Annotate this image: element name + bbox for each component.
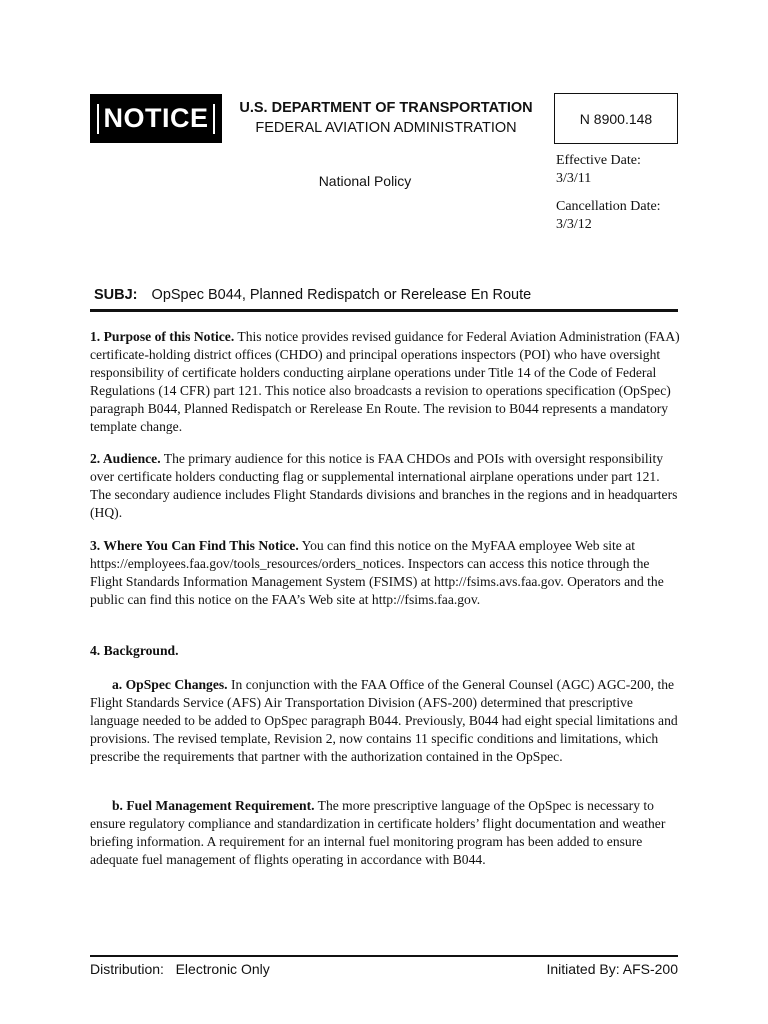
agency-name: FEDERAL AVIATION ADMINISTRATION (255, 120, 517, 136)
section-text: In conjunction with the FAA Office of the General Counsel (AGC) AGC-200, the Flight Standards Service (AFS) Air Transportation Division (AFS-200) determined that prescriptive language needed to be added to OpSpec paragraph B044. Previously, B044 had eight special limitations and provisions. The revised template, Revision 2, now contains 11 specific conditions and limitations, which prescribe the requirements that partner with the authorization contained in the OpSpec. (90, 677, 678, 764)
notice-badge (90, 94, 222, 143)
section-where-to-find (90, 537, 680, 609)
section-audience (90, 450, 680, 522)
distribution-text: Distribution: Electronic Only (90, 961, 270, 977)
subject-line (94, 286, 531, 304)
effective-date-value: 3/3/11 (556, 171, 592, 186)
effective-date-label: Effective Date: (556, 153, 641, 168)
initiated-by-text: Initiated By: AFS-200 (546, 961, 678, 977)
notice-number-box (554, 93, 678, 144)
section-text: The more prescriptive language of the OpSpec is necessary to ensure regulatory compliance and standardization in certificate holders’ flight documentation and weather briefing information. A requirement for an internal fuel monitoring program has been added to ensure adequate fuel management of flights operating in accordance with B044. (90, 798, 666, 867)
section-heading: b. Fuel Management Requirement. (112, 798, 315, 813)
section-text: This notice provides revised guidance for Federal Aviation Administration (FAA) certificate-holding district offices (CHDO) and principal operations inspectors (POI) who have oversight responsibility of certificate holders conducting airplane operations under Title 14 of the Code of Federal Regulations (14 CFR) part 121. This notice also broadcasts a revision to operations specification (OpSpec) paragraph B044, Planned Redispatch or Rerelease En Route. The revision to B044 represents a mandatory template change. (90, 329, 680, 434)
section-heading: 3. Where You Can Find This Notice. (90, 538, 299, 553)
department-title: U.S. DEPARTMENT OF TRANSPORTATION (239, 100, 533, 116)
effective-date-block (556, 152, 696, 188)
section-purpose (90, 328, 680, 436)
section-heading: 4. Background. (90, 643, 179, 658)
section-text: You can find this notice on the MyFAA employee Web site at https://employees.faa.gov/tools_resources/orders_notices. Inspectors can access this notice through the Flight Standards Information Management System (FSIMS) at http://fsims.avs.faa.gov. Operators and the public can find this notice on the FAA’s Web site at http://fsims.faa.gov. (90, 538, 664, 607)
subsection-fuel-management (90, 797, 680, 869)
policy-type: National Policy (318, 173, 412, 189)
badge-right-bar (213, 104, 215, 134)
section-heading: a. OpSpec Changes. (112, 677, 228, 692)
cancellation-date-value: 3/3/12 (556, 217, 592, 232)
section-text: The primary audience for this notice is FAA CHDOs and POIs with oversight responsibility over certificate holders conducting flag or supplemental international airplane operations under part 121. The secondary audience includes Flight Standards divisions and branches in the regions and in headquarters (HQ). (90, 451, 678, 520)
subsection-opspec-changes (90, 676, 680, 766)
subject-divider (90, 309, 678, 312)
section-heading: 2. Audience. (90, 451, 161, 466)
cancellation-date-block (556, 198, 696, 234)
footer-divider (90, 955, 678, 957)
cancellation-date-label: Cancellation Date: (556, 199, 661, 214)
subject-text: OpSpec B044, Planned Redispatch or Rerelease En Route (151, 287, 532, 303)
notice-label: NOTICE (103, 103, 209, 133)
section-background (90, 642, 680, 660)
section-heading: 1. Purpose of this Notice. (90, 329, 235, 344)
notice-number: N 8900.148 (579, 110, 653, 127)
subject-label: SUBJ: (94, 287, 138, 303)
